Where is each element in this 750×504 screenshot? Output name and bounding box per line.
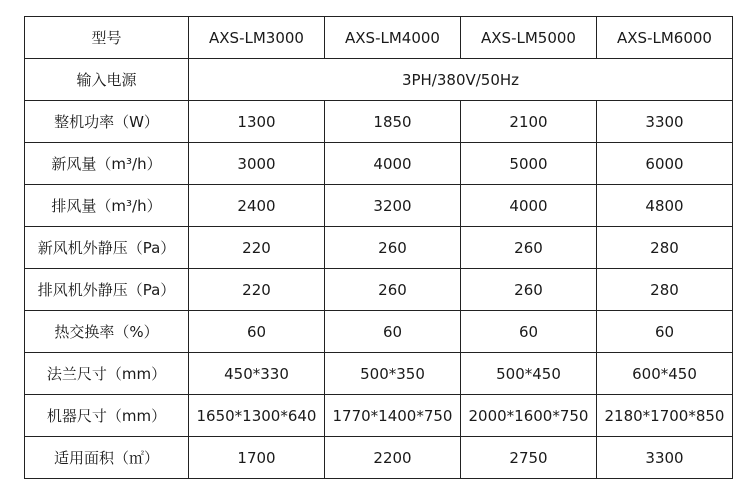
table-cell: 2200 xyxy=(325,437,461,479)
model-header: AXS-LM4000 xyxy=(325,17,461,59)
table-cell: 60 xyxy=(189,311,325,353)
table-row xyxy=(25,353,733,395)
row-label: 输入电源 xyxy=(25,59,189,101)
table-cell: 220 xyxy=(189,227,325,269)
table-row xyxy=(25,437,733,479)
table-cell: 2000*1600*750 xyxy=(461,395,597,437)
table-row xyxy=(25,143,733,185)
row-label: 排风机外静压（Pa） xyxy=(25,269,189,311)
row-label: 整机功率（W） xyxy=(25,101,189,143)
table-cell: 1850 xyxy=(325,101,461,143)
table-cell: 2400 xyxy=(189,185,325,227)
table-cell: 280 xyxy=(597,227,733,269)
table-cell: 3300 xyxy=(597,101,733,143)
table-cell: 3300 xyxy=(597,437,733,479)
row-label: 法兰尺寸（mm） xyxy=(25,353,189,395)
table-row xyxy=(25,185,733,227)
row-label: 新风机外静压（Pa） xyxy=(25,227,189,269)
table-cell: 1650*1300*640 xyxy=(189,395,325,437)
table-cell: 500*450 xyxy=(461,353,597,395)
table-cell: 2180*1700*850 xyxy=(597,395,733,437)
table-cell: 5000 xyxy=(461,143,597,185)
table-cell: 60 xyxy=(325,311,461,353)
table-row xyxy=(25,269,733,311)
model-header: AXS-LM5000 xyxy=(461,17,597,59)
table-row xyxy=(25,101,733,143)
table-cell: 3000 xyxy=(189,143,325,185)
row-label: 机器尺寸（mm） xyxy=(25,395,189,437)
table-cell: 6000 xyxy=(597,143,733,185)
table-cell: 280 xyxy=(597,269,733,311)
row-label: 适用面积（㎡） xyxy=(25,437,189,479)
table-cell: 4000 xyxy=(461,185,597,227)
header-row xyxy=(25,17,733,59)
power-supply-value: 3PH/380V/50Hz xyxy=(189,59,733,101)
table-cell: 260 xyxy=(325,269,461,311)
row-label: 新风量（m³/h） xyxy=(25,143,189,185)
table-cell: 2750 xyxy=(461,437,597,479)
model-header: AXS-LM3000 xyxy=(189,17,325,59)
table-cell: 260 xyxy=(325,227,461,269)
table-cell: 60 xyxy=(461,311,597,353)
table-cell: 450*330 xyxy=(189,353,325,395)
table-row xyxy=(25,227,733,269)
table-cell: 500*350 xyxy=(325,353,461,395)
table-cell: 600*450 xyxy=(597,353,733,395)
table-cell: 1770*1400*750 xyxy=(325,395,461,437)
power-supply-row xyxy=(25,59,733,101)
table-cell: 220 xyxy=(189,269,325,311)
table-cell: 60 xyxy=(597,311,733,353)
header-label: 型号 xyxy=(25,17,189,59)
model-header: AXS-LM6000 xyxy=(597,17,733,59)
table-cell: 2100 xyxy=(461,101,597,143)
row-label: 热交换率（%） xyxy=(25,311,189,353)
table-cell: 3200 xyxy=(325,185,461,227)
table-row xyxy=(25,311,733,353)
table-row xyxy=(25,395,733,437)
spec-table xyxy=(24,16,733,479)
table-cell: 1300 xyxy=(189,101,325,143)
table-cell: 260 xyxy=(461,269,597,311)
row-label: 排风量（m³/h） xyxy=(25,185,189,227)
table-cell: 260 xyxy=(461,227,597,269)
table-cell: 4800 xyxy=(597,185,733,227)
table-cell: 4000 xyxy=(325,143,461,185)
table-cell: 1700 xyxy=(189,437,325,479)
